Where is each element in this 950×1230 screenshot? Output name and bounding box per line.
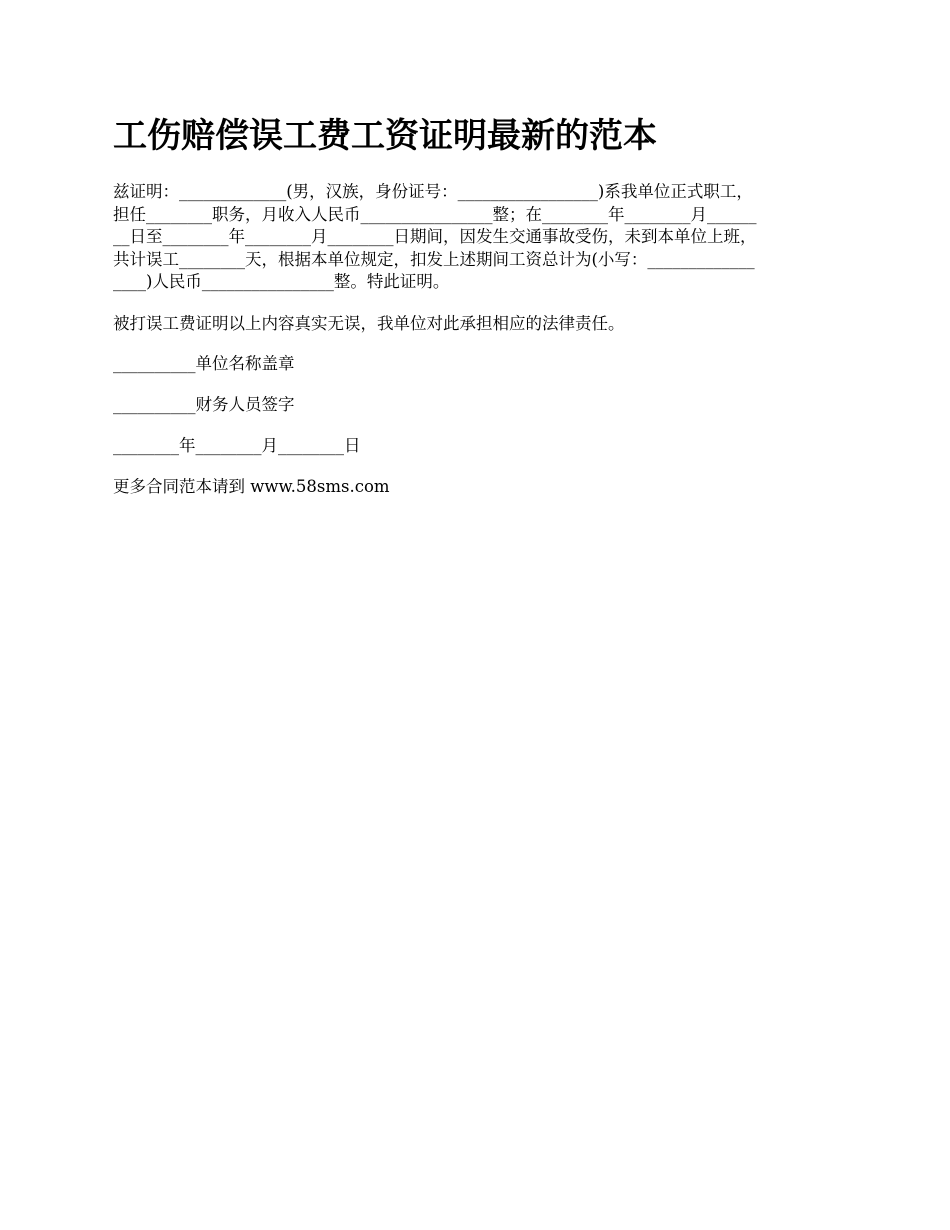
document-title: 工伤赔偿误工费工资证明最新的范本 [113, 116, 657, 156]
body-line: 共计误工________天，根据本单位规定，扣发上述期间工资总计为(小写：_____________ [113, 249, 755, 269]
footer-website-line: 更多合同范本请到 www.58sms.com [113, 477, 390, 496]
body-line: __日至________年________月________日期间，因发生交通事故受伤，未到本单位上班， [113, 227, 757, 246]
body-line: ____)人民币________________整。特此证明。 [113, 272, 450, 291]
body-line: 兹证明：_____________(男，汉族，身份证号：_________________)系我单位正式职工， [113, 182, 753, 201]
body-line: 担任________职务，月收入人民币________________整；在________年________月______ [113, 204, 757, 224]
date-line: ________年________月________日 [113, 436, 361, 455]
finance-signature-line: __________财务人员签字 [113, 395, 295, 414]
certificate-body-paragraph [113, 181, 841, 294]
liability-statement: 被打误工费证明以上内容真实无误，我单位对此承担相应的法律责任。 [113, 314, 625, 333]
unit-seal-line: __________单位名称盖章 [113, 354, 295, 373]
